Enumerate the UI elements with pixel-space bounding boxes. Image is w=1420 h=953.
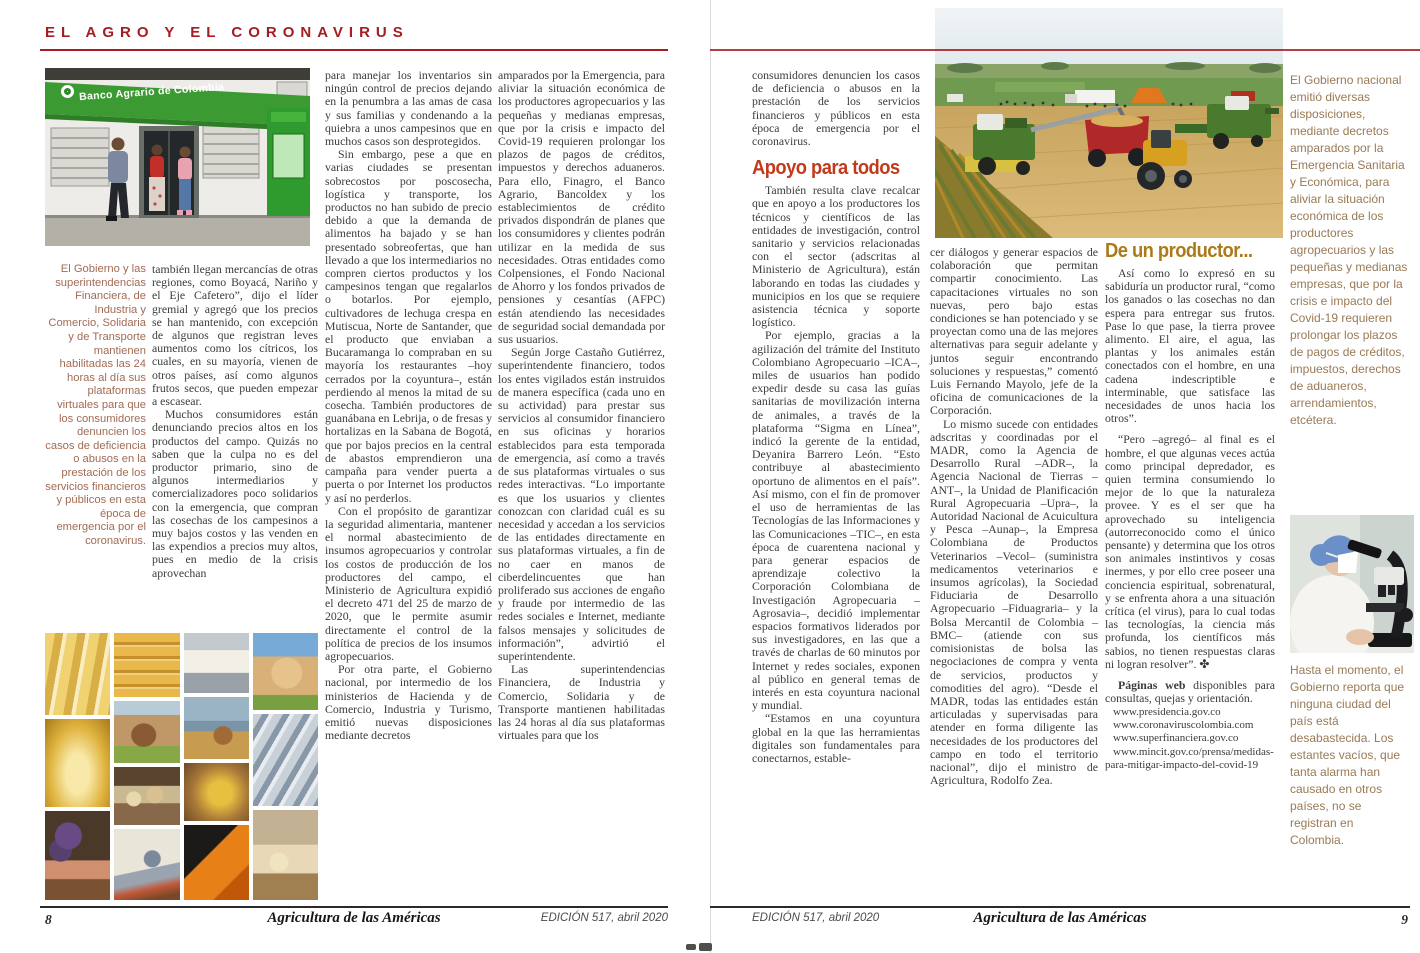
collage-tile-milk-cans (253, 714, 318, 806)
collage-tile-milk-vat (184, 633, 249, 693)
left-column-3 (325, 69, 492, 742)
harvest-aerial-photo (935, 8, 1283, 238)
paragraph: Lo mismo sucede con entidades adscritas y coordinadas por el MADR, como la Agencia de Desarrollo Rural –ADR–, la Agencia Nacional de Tierras –ANT–, la Unidad de Planificación Rural Agropecuaria –Upra–, la Autoridad Nacional de Acuicultura y Pesca –Aunap–, la Empresa Colombiana de Productos Veterinarios –Vecol– (suministra medicamentos veterinarios e insumos agrícolas), la Sociedad Fiduciaria de Desarrollo Agropecuario –Fiduagraria– y la Bolsa Mercantil de Colombia –BMC– (atiende con sus comisionistas de bolsa las negociaciones de compra y venta de servicios, productos y comodities del agro). “Desde el MADR, todas las entidades están articuladas y supervisadas para atender en forma diligente las necesidades de los productores del campo en todo el territorio nacional”, dijo el ministro de Agricultura, Rodolfo Zea. (930, 416, 1098, 788)
magazine-name-left: Agricultura de las Américas (267, 910, 441, 926)
right-column-2 (930, 246, 1098, 787)
collage-column (184, 633, 249, 900)
paragraph: cer diálogos y generar espacios de colaboración que permitan compartir conocimiento. Las capacitaciones virtuales no son nuevas, pero bajo estas condiciones se han potenciado y se proyectan como una de las mejores alternativas para seguir adelante y juntos seguir encontrando soluciones y respuestas,” comentó Luis Fernando Mayolo, jefe de la oficina de comunicaciones de la Corporación. (930, 245, 1098, 418)
paragraph: Así como lo expresó en su sabiduría un productor rural, “como los ganados o las cosechas no dan espera para entregar sus frutos. Pase lo que pase, la tierra provee alimento. El aire, el agua, las plantas y los animales están conectados con el hombre, en una cadena indescriptible e interminable, que satisface las necesidades de unos hacia los otros”. (1105, 266, 1275, 426)
collage-tile-blue-cheese (114, 829, 179, 900)
printed-url: www.coronaviruscolombia.com (1113, 718, 1254, 731)
collage-tile-orange-cheese (184, 825, 249, 900)
subheading-de-un-productor: De un productor... (1105, 240, 1253, 262)
paragraph: Sin embargo, pese a que en varias ciudades se presentan sobrecostos por poscosecha, logística y transporte, los productos no han subido de precio debido a que la demanda de alimentos ha bajado y se han presentado sobreofertas, que han llevado a que los intermediarios no compren ciertos productos y los campesinos tengan que regalarlos o botarlos. Por ejemplo, cultivadores de lechuga crespa en Mutiscua, Norte de Santander, que el producto que enviaban a Bucaramanga lo compraban en su mayoría los restaurantes –hoy cerrados por la coyuntura–, están perdiendo al menos la mitad de su cosecha. También productores de guanábana en Lebrija, o de fresas y hortalizas en la Sabana de Bogotá, que por bajos precios en la central de abastos emprendieron una campaña para vender puerta a puerta o por Internet los productos y así no perderlos. (325, 147, 492, 505)
lab-scientist-photo (1290, 515, 1414, 653)
page-binding-mark (686, 944, 696, 950)
webs-lead: Páginas web (1118, 678, 1186, 693)
lab-scientist-illustration (1290, 515, 1414, 653)
paragraph: consumidores denuncien los casos de deficiencia o abusos en la prestación de los servicios financieros y públicos en esta época de emergencia por el coronavirus. (752, 68, 920, 149)
harvest-illustration (935, 8, 1283, 238)
collage-tile-cows (114, 701, 179, 763)
printed-url: www.superfinanciera.gov.co (1113, 732, 1239, 745)
footer-rule-right (710, 906, 1410, 908)
paragraph: Por otra parte, el Gobierno nacional, por intermedio de los ministerios de Hacienda y de Comercio, Industria y Turismo, emitió nuevas disposiciones mediante decretos (325, 662, 492, 743)
collage-tile-cheese-aisle (45, 719, 110, 807)
pull-quote-left: El Gobierno y las superintendencias Financiera, de Industria y Comercio, Solidaria y de Transporte mantienen habilitadas las 24 horas al día sus plataformas virtuales para que los consumidores denuncien los casos de deficiencia o abusos en la prestación de los servicios financieros y públicos en esta época de emergencia por el coronavirus. (45, 263, 146, 547)
right-column-3 (1105, 240, 1275, 773)
printed-url: www.presidencia.gov.co (1113, 705, 1221, 718)
header-rule-right (710, 49, 1420, 51)
collage-column (253, 633, 318, 900)
paragraph: Las superintendencias Financiera, de Industria y Comercio, Solidaria y de Transporte mantienen habilitadas las 24 horas al día sus plataformas virtuales para que los (498, 662, 665, 743)
paragraph: Por ejemplo, gracias a la agilización del trámite del Instituto Colombiano Agropecuario –ICA–, miles de usuarios han podido expedir desde su casa las guías sanitarias de movilización interna de animales, a través de la plataforma “Sigma en Línea”, indicó la gerente de la entidad, Deyanira Barrero León. “Esto contribuye al abastecimiento oportuno de alimentos en el país”. Así mismo, con el fin de promover el uso de herramientas de las Tecnologías de las Informaciones y las Comunicaciones –TIC–, en esta época de cuarentena nacional y para generar espacios de aprendizaje colectivo la Corporación Colombiana de Investigación Agropecuaria –Agrosavia–, decidió implementar espacios formativos liderados por sus investigadores, en las que a través de charlas de 60 minutos por Internet y redes sociales, exponen al público en general temas de interés en esta coyuntura nacional y mundial. (752, 328, 920, 713)
paragraph: amparados por la Emergencia, para aliviar la situación económica de los productores agropecuarios y las pequeñas y medianas empresas, que por la crisis e impacto del Covid-19 requieren prolongar los plazos de pagos de créditos, impuestos y derechos aduaneros. Para ello, Finagro, el Banco Agrario, Bancoldex y los establecimientos de crédito privados dispondrán de planes que los consumidores y clientes podrán utilizar en la medida de sus necesidades. Otras entidades como Colpensiones, el Fondo Nacional de Ahorro y los fondos privados de pensiones y cesantías (AFPC) están atendiendo las necesidades de seguridad social demandada por sus usuarios. (498, 68, 665, 347)
collage-column (114, 633, 179, 900)
collage-column (45, 633, 110, 900)
webs-rest: disponibles para consultas, quejas y orientación. (1105, 678, 1275, 706)
magazine-name-right: Agricultura de las Américas (973, 910, 1147, 926)
page-gutter-line (710, 0, 711, 953)
section-title: EL AGRO Y EL CORONAVIRUS (45, 24, 409, 41)
paragraph: también llegan mercancías de otras regiones, como Boyacá, Nariño y el Eje Cafetero”, dijo el líder gremial y agregó que los precios se han mantenido, con excepción de algunos que registran leves aumentos como los cítricos, los cuales, en su mayoría, vienen de otros países, así como algunos frutos secos, que pueden empezar a escasear. (152, 262, 318, 409)
footer-rule-left (40, 906, 668, 908)
dairy-collage-photo (45, 633, 318, 900)
left-column-4 (498, 69, 665, 742)
subheading-apoyo-para-todos: Apoyo para todos (752, 157, 900, 180)
page-number-right: 9 (1401, 912, 1408, 927)
right-column-1 (752, 69, 920, 765)
page-binding-mark (699, 943, 712, 951)
collage-tile-grapes-platter (45, 811, 110, 900)
printed-url: www.mincit.gov.co/prensa/medidas-para-mitigar-impacto-del-covid-19 (1105, 745, 1274, 772)
header-rule-left (40, 49, 668, 51)
bank-sign-text: Banco Agrario de Colombia (78, 80, 225, 104)
collage-tile-cheese-shop (114, 767, 179, 825)
collage-tile-cheese-shelves (45, 633, 110, 715)
paragraph: Según Jorge Castaño Gutiérrez, superintendente financiero, todos los entes vigilados están instruidos de manera específica (cada uno en su actividad) para prestar sus servicios al consumidor financiero en sus oficinas y horarios establecidos para esta temporada de emergencia, así como a través de sus plataformas virtuales o sus redes interactivas. “Lo importante es que los usuarios y clientes conozcan con claridad cuál es su necesidad y accedan a los servicios de las entidades directamente en sus plataformas virtuales, a fin de no caer en manos de ciberdelincuentes que han proliferado sus acciones de engaño y fraude por intermedio de las redes sociales e Internet, mediante falsos mensajes y solicitudes de información”, advirtió el superintendente. (498, 345, 665, 663)
collage-tile-cheese-wheels (114, 633, 179, 697)
pull-quote-right-top: El Gobierno nacional emitió diversas disposiciones, mediante decretos amparados por la Emergencia Sanitaria y Económica, para aliviar la situación económica de los productores agropecuarios y las pequeñas y medianas empresas, que por la crisis e impacto del Covid-19 requieren prolongar los plazos de pagos de créditos, impuestos, derechos de aduaneros, arrendamientos, etcétera. (1290, 73, 1408, 427)
bank-branch-photo (45, 68, 310, 246)
collage-tile-cheese-board (184, 763, 249, 821)
paragraph: También resulta clave recalcar que en apoyo a los productores los técnicos y científicos de las entidades de investigación, control sanitario y servicios relacionadas con el sector (adscritas al Ministerio de Agricultura), están laborando en todas las ciudades y municipios en los que se requiere asistencia técnica y soporte logístico. (752, 183, 920, 330)
paragraph: Muchos consumidores están denunciando precios altos en los productos del campo. Quizás no saben que la culpa no es del productor primario, sino de algunos intermediarios y comercializadores poco solidarios con la emergencia, que compran las cosechas de los campesinos a muy bajos costos y las venden en las expendios a precios muy altos, pues en medio de la crisis aprovechan (152, 407, 318, 580)
paragraph: para manejar los inventarios sin ningún control de precios dejando en la penumbra a las amas de casa y sus familias y condenando a la quiebra a unos campesinos que en muchos casos son desprotegidos. (325, 68, 492, 149)
pull-quote-right-bottom: Hasta el momento, el Gobierno reporta que ninguna ciudad del país está desabastecida. Los estantes vacíos, que tanta alarma han causado en otros países, no se registran en Colombia. (1290, 663, 1405, 847)
collage-tile-cheese-basket (253, 810, 318, 900)
collage-tile-goats (184, 697, 249, 759)
paragraph: Con el propósito de garantizar la seguridad alimentaria, mantener el normal abastecimiento de insumos agropecuarios y controlar los costos de producción de los productores del campo, el Ministerio de Agricultura expidió el decreto 471 del 25 de marzo de 2020, que le permite asumir directamente el control de la política de precios de los insumos agropecuarios. (325, 503, 492, 663)
page-number-left: 8 (45, 912, 52, 927)
paragraph-webs (1105, 679, 1275, 705)
edition-label-left: EDICIÓN 517, abril 2020 (540, 912, 668, 924)
paragraph: “Pero –agregó– al final es el hombre, el que algunas veces actúa como principal depredador, es quien termina consumiendo lo mejor de lo que la naturaleza provee. Y es el ser que ha aprovechado su inteligencia (autorreconocido como el único pensante) y determina que los otros son animales instintivos y cosas inermes, y por ello cree poseer una conciencia espiritual, sobrenatural, y se enfrenta ahora a una situación crítica (el virus), para lo cual todas las tecnologías, la ciencia más profunda, los científicos más sabios, no tienen respuestas claras ni logran resolver”. ✤ (1105, 432, 1275, 671)
edition-label-right: EDICIÓN 517, abril 2020 (752, 912, 880, 924)
left-column-2 (152, 263, 318, 580)
collage-tile-cow-face (253, 633, 318, 710)
paragraph: “Estamos en una coyuntura global en la que las herramientas digitales son fundamentales para conectarnos, estable- (752, 711, 920, 765)
